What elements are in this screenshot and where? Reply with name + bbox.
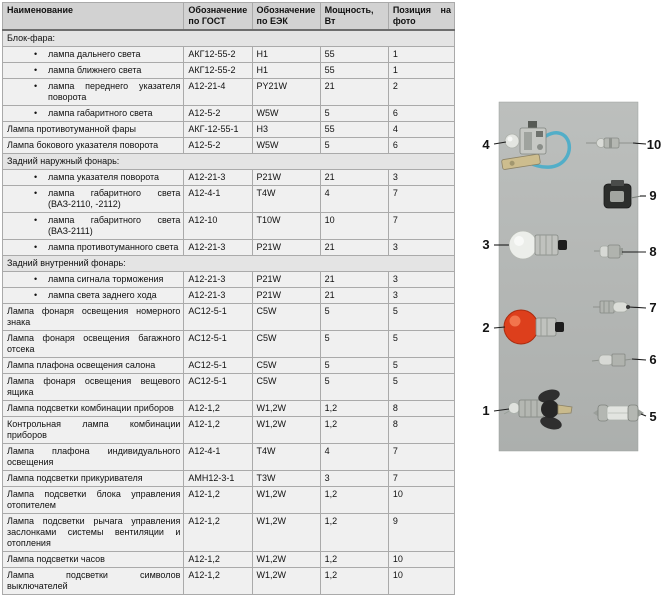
photo-position: 10 <box>388 568 454 595</box>
eek-designation: C5W <box>252 331 320 358</box>
lamp-row <box>3 568 455 595</box>
lamp-name: • лампа света заднего хода <box>3 288 184 304</box>
lamp-row <box>3 272 455 288</box>
gost-designation: А12-21-4 <box>184 79 252 106</box>
gost-designation: АС12-5-1 <box>184 374 252 401</box>
lamp-name: Лампа подсветки блока управления отопителем <box>3 487 184 514</box>
gost-designation: А12-21-3 <box>184 272 252 288</box>
eek-designation: W5W <box>252 106 320 122</box>
gost-designation: А12-1,2 <box>184 552 252 568</box>
photo-position: 6 <box>388 138 454 154</box>
photo-position: 3 <box>388 272 454 288</box>
eek-designation: W1,2W <box>252 417 320 444</box>
lamp-name: • лампа сигнала торможения <box>3 272 184 288</box>
photo-position: 5 <box>388 358 454 374</box>
photo-position: 8 <box>388 417 454 444</box>
gost-designation: А12-21-3 <box>184 170 252 186</box>
lamp-name: Лампа фонаря освещения вещевого ящика <box>3 374 184 401</box>
power-watts: 5 <box>320 138 388 154</box>
photo-position: 5 <box>388 304 454 331</box>
bulb-c5w-festoon-photo <box>593 405 644 421</box>
photo-position: 3 <box>388 240 454 256</box>
eek-designation: W1,2W <box>252 401 320 417</box>
lamp-name: • лампа переднего указателя поворота <box>3 79 184 106</box>
gost-designation: АМН12-3-1 <box>184 471 252 487</box>
photo-position: 10 <box>388 487 454 514</box>
lamp-name: • лампа ближнего света <box>3 63 184 79</box>
lamp-name: • лампа габаритного света <box>3 106 184 122</box>
power-watts: 1,2 <box>320 401 388 417</box>
power-watts: 1,2 <box>320 487 388 514</box>
photo-position: 3 <box>388 288 454 304</box>
lamp-row <box>3 471 455 487</box>
bulbs-photo <box>455 97 670 467</box>
section-label: Задний наружный фонарь: <box>3 154 455 170</box>
lamp-name: Лампа подсветки часов <box>3 552 184 568</box>
power-watts: 55 <box>320 47 388 63</box>
photo-position: 5 <box>388 331 454 358</box>
gost-designation: А12-5-2 <box>184 106 252 122</box>
photo-label-7: 7 <box>649 300 657 315</box>
lamp-row <box>3 401 455 417</box>
lamp-row <box>3 122 455 138</box>
photo-label-5: 5 <box>649 409 657 424</box>
bulbs-photo-figure <box>455 97 670 467</box>
gost-designation: АС12-5-1 <box>184 304 252 331</box>
gost-designation: А12-21-3 <box>184 240 252 256</box>
column-header-gost: Обозначение по ГОСТ <box>184 3 252 31</box>
section-row <box>3 256 455 272</box>
photo-position: 3 <box>388 170 454 186</box>
eek-designation: T4W <box>252 444 320 471</box>
photo-label-3: 3 <box>482 237 490 252</box>
power-watts: 3 <box>320 471 388 487</box>
lamp-row <box>3 331 455 358</box>
lamp-name: • лампа габаритного света (ВАЗ-2110, -2112) <box>3 186 184 213</box>
lamp-row <box>3 63 455 79</box>
photo-position: 5 <box>388 374 454 401</box>
page <box>0 2 670 591</box>
photo-label-9: 9 <box>649 188 657 203</box>
power-watts: 5 <box>320 374 388 401</box>
photo-position: 4 <box>388 122 454 138</box>
gost-designation: А12-1,2 <box>184 487 252 514</box>
photo-position: 8 <box>388 401 454 417</box>
eek-designation: W1,2W <box>252 552 320 568</box>
photo-position: 7 <box>388 186 454 213</box>
photo-position: 9 <box>388 514 454 552</box>
lamp-row <box>3 304 455 331</box>
lamp-row <box>3 358 455 374</box>
lamp-name: Лампа плафона освещения салона <box>3 358 184 374</box>
lamp-row <box>3 444 455 471</box>
lamp-spec-table <box>2 2 455 595</box>
gost-designation: АКГ-12-55-1 <box>184 122 252 138</box>
gost-designation: А12-1,2 <box>184 568 252 595</box>
power-watts: 1,2 <box>320 552 388 568</box>
lamp-name: Лампа фонаря освещения номерного знака <box>3 304 184 331</box>
photo-label-2: 2 <box>482 320 490 335</box>
eek-designation: PY21W <box>252 79 320 106</box>
gost-designation: А12-5-2 <box>184 138 252 154</box>
power-watts: 21 <box>320 272 388 288</box>
section-label: Блок-фара: <box>3 30 455 47</box>
photo-position: 10 <box>388 552 454 568</box>
eek-designation: W1,2W <box>252 487 320 514</box>
lamp-name: • лампа габаритного света (ВАЗ-2111) <box>3 213 184 240</box>
lamp-row <box>3 79 455 106</box>
lamp-row <box>3 138 455 154</box>
eek-designation: C5W <box>252 304 320 331</box>
photo-position: 7 <box>388 444 454 471</box>
photo-position: 1 <box>388 63 454 79</box>
lamp-name: Лампа подсветки комбинации приборов <box>3 401 184 417</box>
power-watts: 4 <box>320 444 388 471</box>
eek-designation: H1 <box>252 63 320 79</box>
lamp-row <box>3 417 455 444</box>
eek-designation: W1,2W <box>252 514 320 552</box>
photo-label-4: 4 <box>482 137 490 152</box>
power-watts: 55 <box>320 63 388 79</box>
power-watts: 1,2 <box>320 514 388 552</box>
lamp-name: Лампа подсветки прикуривателя <box>3 471 184 487</box>
power-watts: 5 <box>320 358 388 374</box>
gost-designation: А12-1,2 <box>184 401 252 417</box>
power-watts: 21 <box>320 240 388 256</box>
gost-designation: А12-10 <box>184 213 252 240</box>
lamp-row <box>3 514 455 552</box>
gost-designation: А12-1,2 <box>184 417 252 444</box>
lamp-row <box>3 213 455 240</box>
photo-position: 1 <box>388 47 454 63</box>
power-watts: 5 <box>320 304 388 331</box>
eek-designation: P21W <box>252 288 320 304</box>
lamp-name: Лампа бокового указателя поворота <box>3 138 184 154</box>
lamp-row <box>3 106 455 122</box>
photo-label-6: 6 <box>649 352 657 367</box>
lamp-row <box>3 374 455 401</box>
column-header-name: Наименование <box>3 3 184 31</box>
section-row <box>3 30 455 47</box>
section-row <box>3 154 455 170</box>
lamp-name: Контрольная лампа комбинации приборов <box>3 417 184 444</box>
power-watts: 1,2 <box>320 417 388 444</box>
power-watts: 21 <box>320 288 388 304</box>
section-label: Задний внутренний фонарь: <box>3 256 455 272</box>
lamp-row <box>3 552 455 568</box>
photo-label-1: 1 <box>482 403 490 418</box>
power-watts: 5 <box>320 106 388 122</box>
lamp-row <box>3 487 455 514</box>
photo-position: 7 <box>388 213 454 240</box>
power-watts: 10 <box>320 213 388 240</box>
eek-designation: T3W <box>252 471 320 487</box>
gost-designation: А12-1,2 <box>184 514 252 552</box>
gost-designation: А12-21-3 <box>184 288 252 304</box>
power-watts: 55 <box>320 122 388 138</box>
eek-designation: T10W <box>252 213 320 240</box>
photo-label-10: 10 <box>646 137 662 152</box>
photo-position: 6 <box>388 106 454 122</box>
eek-designation: P21W <box>252 170 320 186</box>
lamp-row <box>3 186 455 213</box>
power-watts: 21 <box>320 170 388 186</box>
eek-designation: C5W <box>252 374 320 401</box>
photo-position: 2 <box>388 79 454 106</box>
column-header-power: Мощность, Вт <box>320 3 388 31</box>
power-watts: 1,2 <box>320 568 388 595</box>
power-watts: 21 <box>320 79 388 106</box>
eek-designation: W1,2W <box>252 568 320 595</box>
lamp-row <box>3 240 455 256</box>
gost-designation: АКГ12-55-2 <box>184 47 252 63</box>
gost-designation: АС12-5-1 <box>184 358 252 374</box>
gost-designation: АС12-5-1 <box>184 331 252 358</box>
gost-designation: АКГ12-55-2 <box>184 63 252 79</box>
lamp-name: Лампа подсветки рычага управления заслонками системы вентиляции и отопления <box>3 514 184 552</box>
eek-designation: H1 <box>252 47 320 63</box>
eek-designation: W5W <box>252 138 320 154</box>
eek-designation: C5W <box>252 358 320 374</box>
column-header-eek: Обозначение по ЕЭК <box>252 3 320 31</box>
gost-designation: А12-4-1 <box>184 444 252 471</box>
eek-designation: T4W <box>252 186 320 213</box>
lamp-table-body <box>3 30 455 595</box>
lamp-name: Лампа противотуманной фары <box>3 122 184 138</box>
eek-designation: P21W <box>252 240 320 256</box>
eek-designation: P21W <box>252 272 320 288</box>
photo-position: 7 <box>388 471 454 487</box>
lamp-row <box>3 288 455 304</box>
lamp-row <box>3 170 455 186</box>
lamp-name: Лампа подсветки символов выключателей <box>3 568 184 595</box>
column-header-photo-position: Позиция на фото <box>388 3 454 31</box>
power-watts: 4 <box>320 186 388 213</box>
power-watts: 5 <box>320 331 388 358</box>
photo-label-8: 8 <box>649 244 657 259</box>
lamp-name: Лампа плафона индивидуального освещения <box>3 444 184 471</box>
gost-designation: А12-4-1 <box>184 186 252 213</box>
lamp-name: Лампа фонаря освещения багажного отсека <box>3 331 184 358</box>
table-header-row <box>3 3 455 31</box>
lamp-name: • лампа дальнего света <box>3 47 184 63</box>
lamp-row <box>3 47 455 63</box>
lamp-name: • лампа указателя поворота <box>3 170 184 186</box>
eek-designation: H3 <box>252 122 320 138</box>
lamp-name: • лампа противотуманного света <box>3 240 184 256</box>
